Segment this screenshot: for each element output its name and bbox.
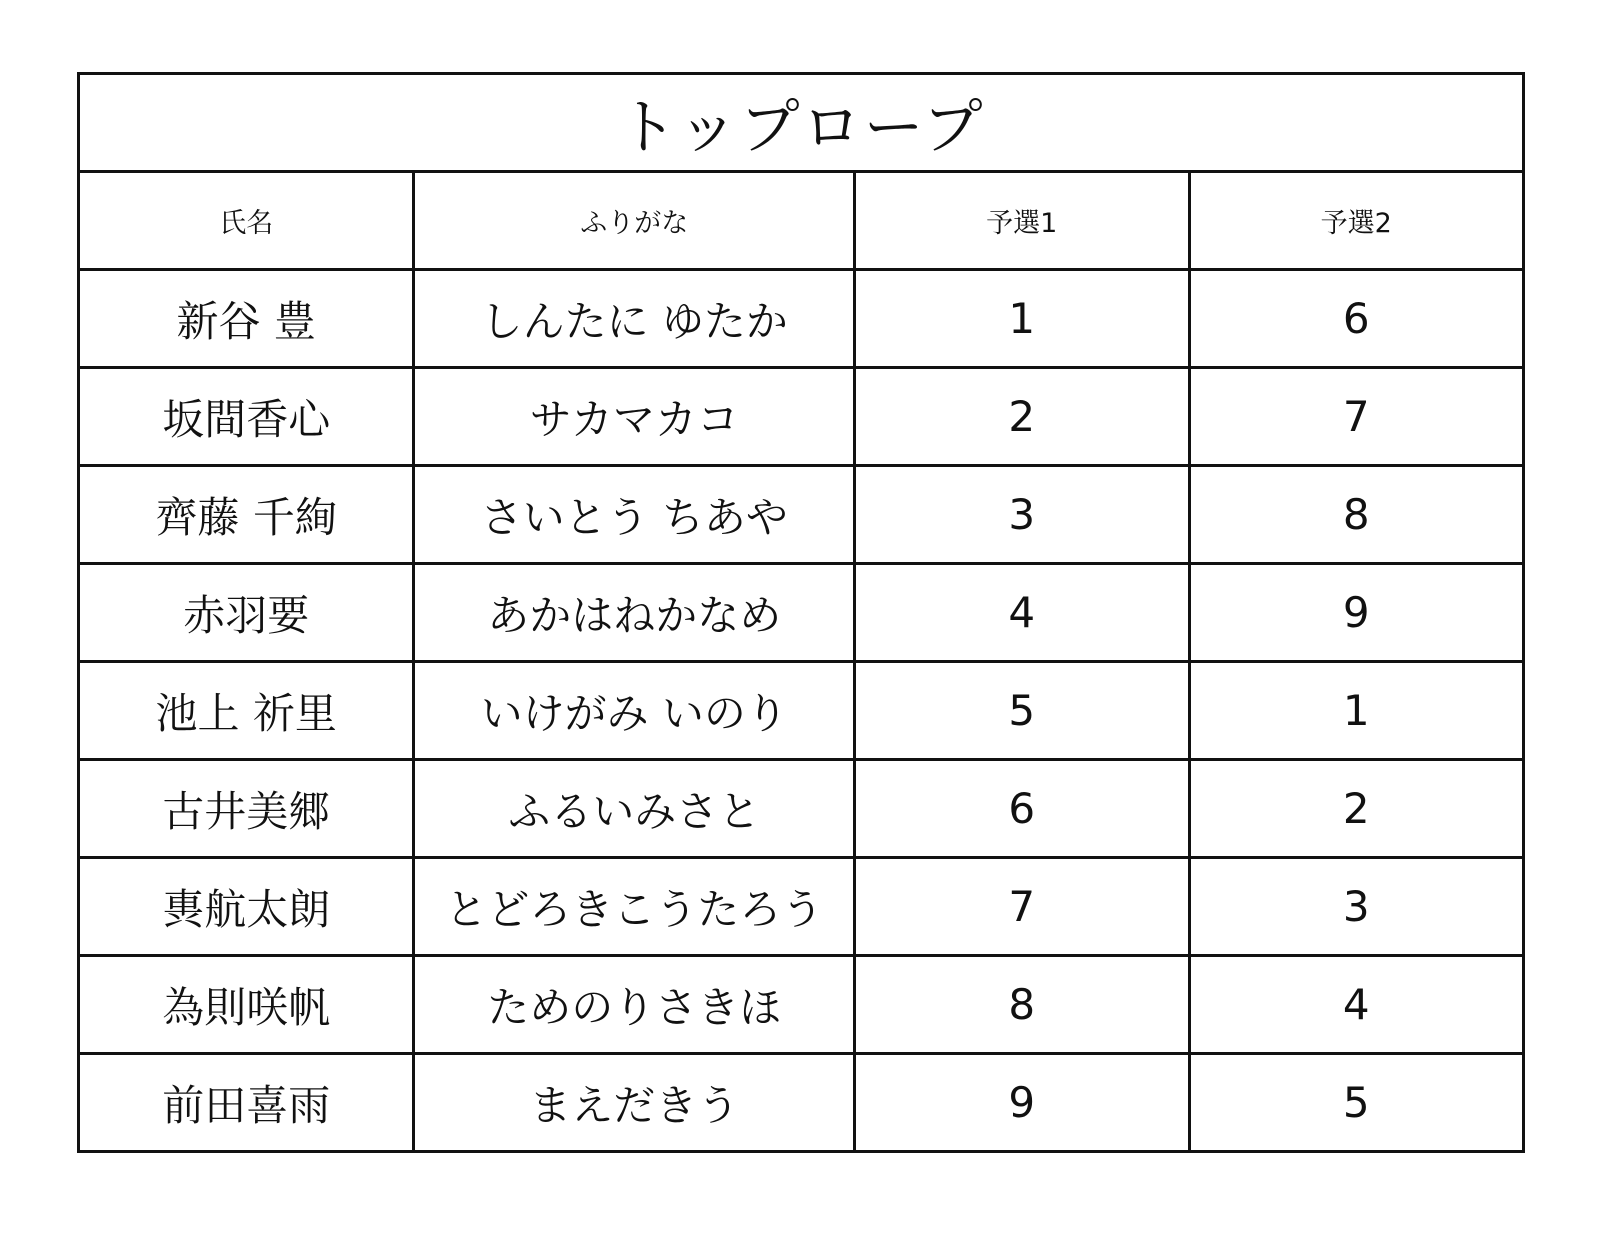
table-row xyxy=(79,368,1524,466)
cell-round2: 6 xyxy=(1189,270,1524,368)
column-header-furigana: ふりがな xyxy=(414,172,855,270)
cell-round1: 5 xyxy=(855,662,1189,760)
cell-furigana: さいとう ちあや xyxy=(414,466,855,564)
cell-name: 軣航太朗 xyxy=(79,858,414,956)
cell-name: 赤羽要 xyxy=(79,564,414,662)
title-row xyxy=(79,74,1524,172)
table-row xyxy=(79,858,1524,956)
cell-round1: 3 xyxy=(855,466,1189,564)
cell-furigana: あかはねかなめ xyxy=(414,564,855,662)
cell-round1: 2 xyxy=(855,368,1189,466)
cell-round1: 4 xyxy=(855,564,1189,662)
column-header-round1: 予選1 xyxy=(855,172,1189,270)
column-header-round2: 予選2 xyxy=(1189,172,1524,270)
header-row xyxy=(79,172,1524,270)
cell-round1: 9 xyxy=(855,1054,1189,1152)
cell-round2: 4 xyxy=(1189,956,1524,1054)
cell-furigana: サカマカコ xyxy=(414,368,855,466)
table-row xyxy=(79,466,1524,564)
cell-furigana: まえだきう xyxy=(414,1054,855,1152)
cell-name: 前田喜雨 xyxy=(79,1054,414,1152)
cell-round2: 3 xyxy=(1189,858,1524,956)
cell-round2: 2 xyxy=(1189,760,1524,858)
cell-round2: 7 xyxy=(1189,368,1524,466)
cell-furigana: ためのりさきほ xyxy=(414,956,855,1054)
start-order-table xyxy=(77,72,1525,1153)
cell-furigana: しんたに ゆたか xyxy=(414,270,855,368)
table-row xyxy=(79,662,1524,760)
table-title: トップロープ xyxy=(79,74,1524,172)
column-header-name: 氏名 xyxy=(79,172,414,270)
cell-round2: 9 xyxy=(1189,564,1524,662)
cell-round2: 5 xyxy=(1189,1054,1524,1152)
cell-round1: 6 xyxy=(855,760,1189,858)
cell-furigana: いけがみ いのり xyxy=(414,662,855,760)
cell-name: 新谷 豊 xyxy=(79,270,414,368)
cell-name: 古井美郷 xyxy=(79,760,414,858)
cell-round2: 1 xyxy=(1189,662,1524,760)
table-row xyxy=(79,1054,1524,1152)
cell-name: 齊藤 千絢 xyxy=(79,466,414,564)
cell-name: 為則咲帆 xyxy=(79,956,414,1054)
cell-round1: 1 xyxy=(855,270,1189,368)
cell-furigana: とどろきこうたろう xyxy=(414,858,855,956)
table-row xyxy=(79,760,1524,858)
cell-name: 坂間香心 xyxy=(79,368,414,466)
cell-round1: 7 xyxy=(855,858,1189,956)
table-row xyxy=(79,956,1524,1054)
cell-round2: 8 xyxy=(1189,466,1524,564)
cell-round1: 8 xyxy=(855,956,1189,1054)
table-row xyxy=(79,564,1524,662)
cell-furigana: ふるいみさと xyxy=(414,760,855,858)
cell-name: 池上 祈里 xyxy=(79,662,414,760)
table-row xyxy=(79,270,1524,368)
